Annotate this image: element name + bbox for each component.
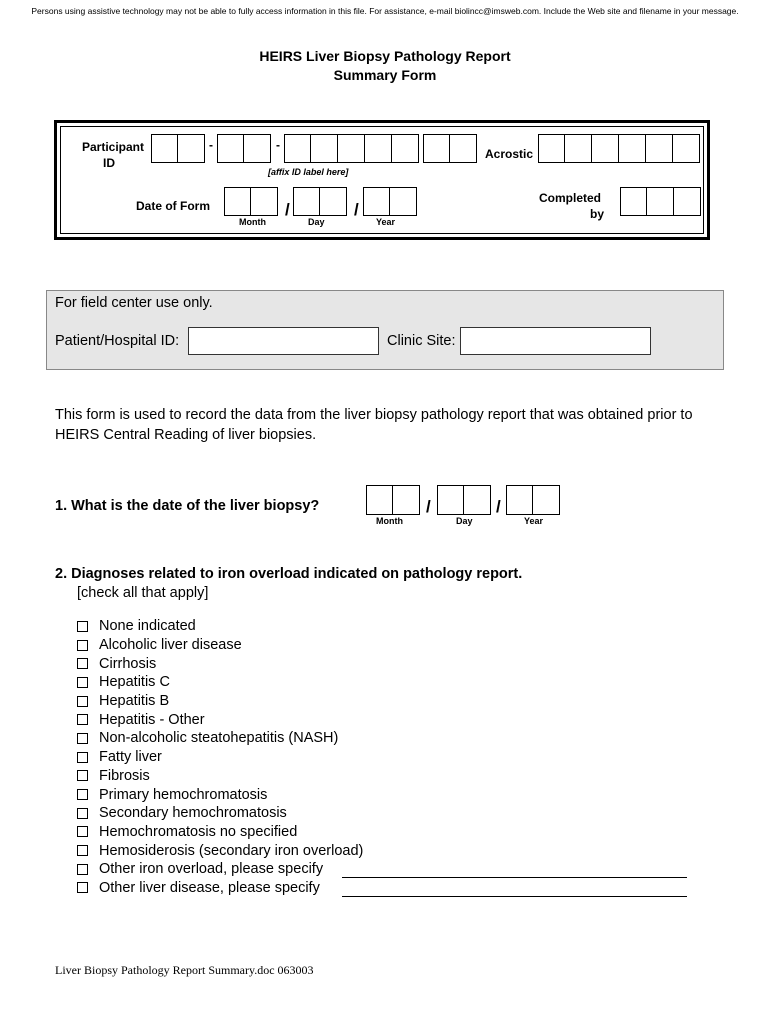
acrostic-letter-box[interactable] <box>565 134 592 163</box>
completed-by-boxes[interactable] <box>620 187 701 216</box>
checkbox[interactable] <box>77 845 88 856</box>
question-2: 2. Diagnoses related to iron overload indicated on pathology report. <box>55 566 523 582</box>
biopsy-year-boxes[interactable] <box>506 485 560 515</box>
id-digit-box[interactable] <box>244 134 271 163</box>
id-digit-box[interactable] <box>423 134 450 163</box>
list-item[interactable] <box>77 804 363 823</box>
option-label: Hepatitis B <box>99 693 170 710</box>
id-digit-box[interactable] <box>151 134 178 163</box>
list-item[interactable] <box>77 710 363 729</box>
affix-id-note: [affix ID label here] <box>268 167 349 177</box>
date-of-form-label: Date of Form <box>136 199 211 213</box>
checkbox[interactable] <box>77 640 88 651</box>
month-digit-box[interactable] <box>224 187 251 216</box>
participant-label-id: ID <box>103 156 115 170</box>
acrostic-letter-box[interactable] <box>619 134 646 163</box>
checkbox[interactable] <box>77 789 88 800</box>
initials-box[interactable] <box>647 187 674 216</box>
id-digit-box[interactable] <box>338 134 365 163</box>
day-caption: Day <box>308 217 325 227</box>
list-item[interactable] <box>77 692 363 711</box>
list-item[interactable] <box>77 636 363 655</box>
id-dash: - <box>276 138 280 152</box>
month-caption: Month <box>376 516 403 526</box>
list-item[interactable] <box>77 860 363 879</box>
date-slash: / <box>285 200 290 219</box>
year-digit-box[interactable] <box>533 485 560 515</box>
list-item[interactable] <box>77 673 363 692</box>
checkbox[interactable] <box>77 826 88 837</box>
checkbox[interactable] <box>77 882 88 893</box>
patient-hospital-id-label: Patient/Hospital ID: <box>55 333 180 349</box>
form-title: HEIRS Liver Biopsy Pathology Report <box>259 48 511 64</box>
id-digit-box[interactable] <box>284 134 311 163</box>
list-item[interactable] <box>77 823 363 842</box>
option-label: Other liver disease, please specify <box>99 879 320 896</box>
checkbox[interactable] <box>77 808 88 819</box>
list-item[interactable] <box>77 748 363 767</box>
year-caption: Year <box>376 217 396 227</box>
month-digit-box[interactable] <box>393 485 420 515</box>
option-label: Cirrhosis <box>99 655 157 672</box>
year-digit-box[interactable] <box>363 187 390 216</box>
question-2-instruction: [check all that apply] <box>77 585 209 601</box>
option-label: Fibrosis <box>99 767 150 784</box>
clinic-site-input[interactable] <box>460 327 651 355</box>
acrostic-letter-box[interactable] <box>592 134 619 163</box>
other-liver-disease-specify-line[interactable] <box>342 896 687 897</box>
date-slash: / <box>426 497 431 516</box>
form-month-boxes[interactable] <box>224 187 278 216</box>
initials-box[interactable] <box>620 187 647 216</box>
initials-box[interactable] <box>674 187 701 216</box>
other-iron-overload-specify-line[interactable] <box>342 877 687 878</box>
question-1: 1. What is the date of the liver biopsy? <box>55 498 320 514</box>
patient-hospital-id-input[interactable] <box>188 327 379 355</box>
date-slash: / <box>354 200 359 219</box>
id-digit-box[interactable] <box>178 134 205 163</box>
diagnosis-checklist <box>77 617 363 897</box>
id-digit-box[interactable] <box>392 134 419 163</box>
option-label: Fatty liver <box>99 749 162 766</box>
form-subtitle: Summary Form <box>333 67 437 83</box>
id-digit-box[interactable] <box>365 134 392 163</box>
option-label: Hemochromatosis no specified <box>99 823 298 840</box>
option-label: Other iron overload, please specify <box>99 861 324 878</box>
id-digit-box[interactable] <box>311 134 338 163</box>
completed-by-label: Completed <box>538 191 601 205</box>
list-item[interactable] <box>77 879 363 898</box>
form-day-boxes[interactable] <box>293 187 347 216</box>
option-label: Non-alcoholic steatohepatitis (NASH) <box>99 730 339 747</box>
acrostic-letter-box[interactable] <box>673 134 700 163</box>
checkbox[interactable] <box>77 714 88 725</box>
checkbox[interactable] <box>77 770 88 781</box>
day-caption: Day <box>456 516 473 526</box>
acrostic-letter-box[interactable] <box>538 134 565 163</box>
option-label: Primary hemochromatosis <box>99 786 268 803</box>
id-digit-box[interactable] <box>450 134 477 163</box>
participant-label: Participant <box>81 140 144 154</box>
year-caption: Year <box>524 516 544 526</box>
month-caption: Month <box>239 217 266 227</box>
biopsy-day-boxes[interactable] <box>437 485 491 515</box>
checkbox[interactable] <box>77 752 88 763</box>
day-digit-box[interactable] <box>464 485 491 515</box>
year-digit-box[interactable] <box>506 485 533 515</box>
participant-id-group-2[interactable] <box>217 134 271 163</box>
list-item[interactable] <box>77 729 363 748</box>
list-item[interactable] <box>77 785 363 804</box>
list-item[interactable] <box>77 767 363 786</box>
id-dash: - <box>209 138 213 152</box>
participant-id-group-4[interactable] <box>423 134 477 163</box>
option-label: Hepatitis - Other <box>99 711 205 728</box>
option-label: Hemosiderosis (secondary iron overload) <box>99 842 364 859</box>
list-item[interactable] <box>77 841 363 860</box>
checkbox[interactable] <box>77 696 88 707</box>
checkbox[interactable] <box>77 621 88 632</box>
checkbox[interactable] <box>77 658 88 669</box>
biopsy-month-boxes[interactable] <box>366 485 420 515</box>
year-digit-box[interactable] <box>390 187 417 216</box>
option-label: Alcoholic liver disease <box>99 637 242 654</box>
form-year-boxes[interactable] <box>363 187 417 216</box>
month-digit-box[interactable] <box>366 485 393 515</box>
acrostic-boxes[interactable] <box>538 134 700 163</box>
option-label: None indicated <box>99 618 196 635</box>
list-item[interactable] <box>77 654 363 673</box>
id-digit-box[interactable] <box>217 134 244 163</box>
list-item[interactable] <box>77 617 363 636</box>
day-digit-box[interactable] <box>293 187 320 216</box>
option-label: Secondary hemochromatosis <box>99 805 287 822</box>
checkbox[interactable] <box>77 864 88 875</box>
date-slash: / <box>496 497 501 516</box>
completed-by-label-2: by <box>590 207 605 221</box>
checkbox[interactable] <box>77 733 88 744</box>
checkbox[interactable] <box>77 677 88 688</box>
month-digit-box[interactable] <box>251 187 278 216</box>
option-label: Hepatitis C <box>99 674 170 691</box>
acrostic-label: Acrostic <box>485 147 534 161</box>
participant-id-group-3[interactable] <box>284 134 419 163</box>
field-center-heading: For field center use only. <box>55 295 213 311</box>
acrostic-letter-box[interactable] <box>646 134 673 163</box>
intro-paragraph: This form is used to record the data from the liver biopsy pathology report that was obtained prior to HEIRS Central Reading of liver biopsies. <box>55 407 693 443</box>
accessibility-notice: Persons using assistive technology may not be able to fully access information in this file. For assistance, e-mail biolincc@imsweb.com. Include the Web site and filename in your message. <box>31 6 739 16</box>
day-digit-box[interactable] <box>437 485 464 515</box>
participant-id-group-1[interactable] <box>151 134 205 163</box>
day-digit-box[interactable] <box>320 187 347 216</box>
clinic-site-label: Clinic Site: <box>387 333 456 349</box>
footer-filename: Liver Biopsy Pathology Report Summary.doc 063003 <box>55 963 314 977</box>
